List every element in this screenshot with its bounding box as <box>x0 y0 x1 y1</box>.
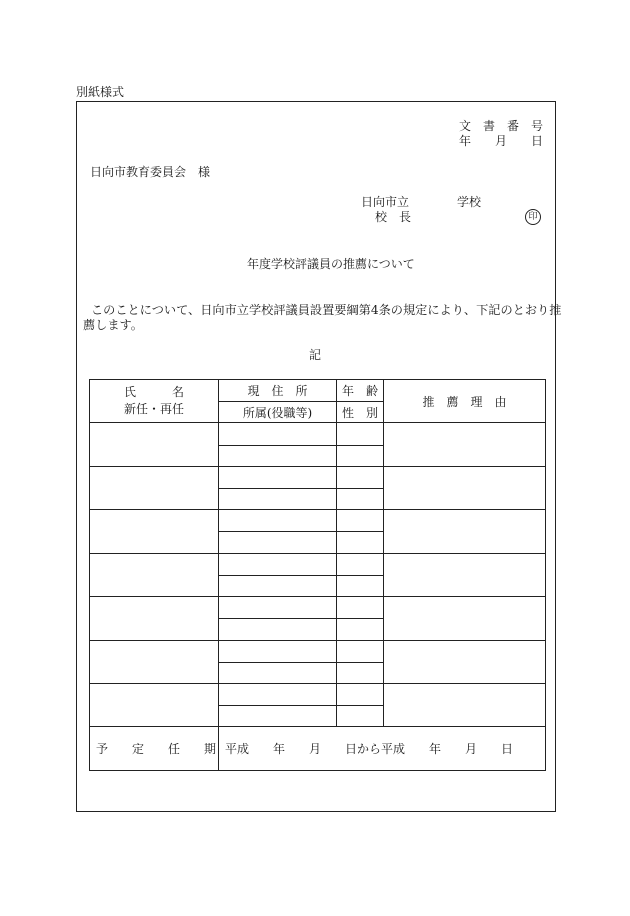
entry-5-gender-cell[interactable] <box>337 619 384 640</box>
entry-2-reason-cell[interactable] <box>384 466 546 509</box>
entry-6-age-cell[interactable] <box>337 640 384 662</box>
entry-1-affiliation-cell[interactable] <box>219 445 337 466</box>
entry-4-reason-cell[interactable] <box>384 553 546 596</box>
header-affiliation: 所属(役職等) <box>219 402 337 423</box>
entry-1-gender-cell[interactable] <box>337 445 384 466</box>
entry-3-affiliation-cell[interactable] <box>219 532 337 553</box>
entry-6-reason-cell[interactable] <box>384 640 546 683</box>
entry-2-gender-cell[interactable] <box>337 489 384 510</box>
sender-school: 日向市立 学校 <box>361 195 482 209</box>
body-text-line-1: このことについて、日向市立学校評議員設置要綱第4条の規定により、下記のとおり推 <box>91 303 562 317</box>
entry-6-gender-cell[interactable] <box>337 662 384 683</box>
entry-7-reason-cell[interactable] <box>384 683 546 726</box>
entry-3-address-cell[interactable] <box>219 510 337 532</box>
entry-4-affiliation-cell[interactable] <box>219 575 337 596</box>
planned-term-value[interactable]: 平成 年 月 日から平成 年 月 日 <box>219 727 546 771</box>
entry-5-reason-cell[interactable] <box>384 597 546 640</box>
document-title: 年度学校評議員の推薦について <box>247 257 415 271</box>
header-name <box>90 380 219 423</box>
entry-2-name-cell[interactable] <box>90 466 219 509</box>
entry-1-age-cell[interactable] <box>337 423 384 445</box>
entry-4-age-cell[interactable] <box>337 553 384 575</box>
entry-3-reason-cell[interactable] <box>384 510 546 553</box>
entry-1-reason-cell[interactable] <box>384 423 546 466</box>
entry-4-gender-cell[interactable] <box>337 575 384 596</box>
entry-3-gender-cell[interactable] <box>337 532 384 553</box>
header-reason: 推 薦 理 由 <box>384 380 546 423</box>
entry-7-age-cell[interactable] <box>337 683 384 705</box>
seal-mark: 印 <box>525 209 541 225</box>
addressee: 日向市教育委員会 様 <box>90 165 211 179</box>
header-address: 現 住 所 <box>219 380 337 402</box>
ki-heading: 記 <box>309 348 322 362</box>
entry-2-affiliation-cell[interactable] <box>219 489 337 510</box>
form-label: 別紙様式 <box>76 85 125 99</box>
header-gender: 性 別 <box>337 402 384 423</box>
entry-7-affiliation-cell[interactable] <box>219 706 337 727</box>
entry-6-name-cell[interactable] <box>90 640 219 683</box>
sender-principal: 校 長 <box>375 210 412 224</box>
entry-2-age-cell[interactable] <box>337 466 384 488</box>
entry-6-address-cell[interactable] <box>219 640 337 662</box>
body-text-line-2: 薦します。 <box>83 318 143 332</box>
entry-7-gender-cell[interactable] <box>337 706 384 727</box>
entry-3-age-cell[interactable] <box>337 510 384 532</box>
document-number: 文 書 番 号 <box>459 119 544 133</box>
document-date: 年 月 日 <box>459 134 544 148</box>
entry-7-address-cell[interactable] <box>219 683 337 705</box>
entry-5-affiliation-cell[interactable] <box>219 619 337 640</box>
entry-4-address-cell[interactable] <box>219 553 337 575</box>
entry-4-name-cell[interactable] <box>90 553 219 596</box>
header-name-label: 氏 名 <box>123 385 184 400</box>
entry-2-address-cell[interactable] <box>219 466 337 488</box>
entry-6-affiliation-cell[interactable] <box>219 662 337 683</box>
header-new-reappointed-label: 新任・再任 <box>123 402 184 417</box>
entry-5-address-cell[interactable] <box>219 597 337 619</box>
entry-7-name-cell[interactable] <box>90 683 219 726</box>
entry-5-age-cell[interactable] <box>337 597 384 619</box>
nomination-table <box>89 379 546 771</box>
planned-term-label: 予 定 任 期 <box>90 727 219 771</box>
entry-1-name-cell[interactable] <box>90 423 219 466</box>
header-age: 年 齢 <box>337 380 384 402</box>
entry-5-name-cell[interactable] <box>90 597 219 640</box>
entry-1-address-cell[interactable] <box>219 423 337 445</box>
entry-3-name-cell[interactable] <box>90 510 219 553</box>
